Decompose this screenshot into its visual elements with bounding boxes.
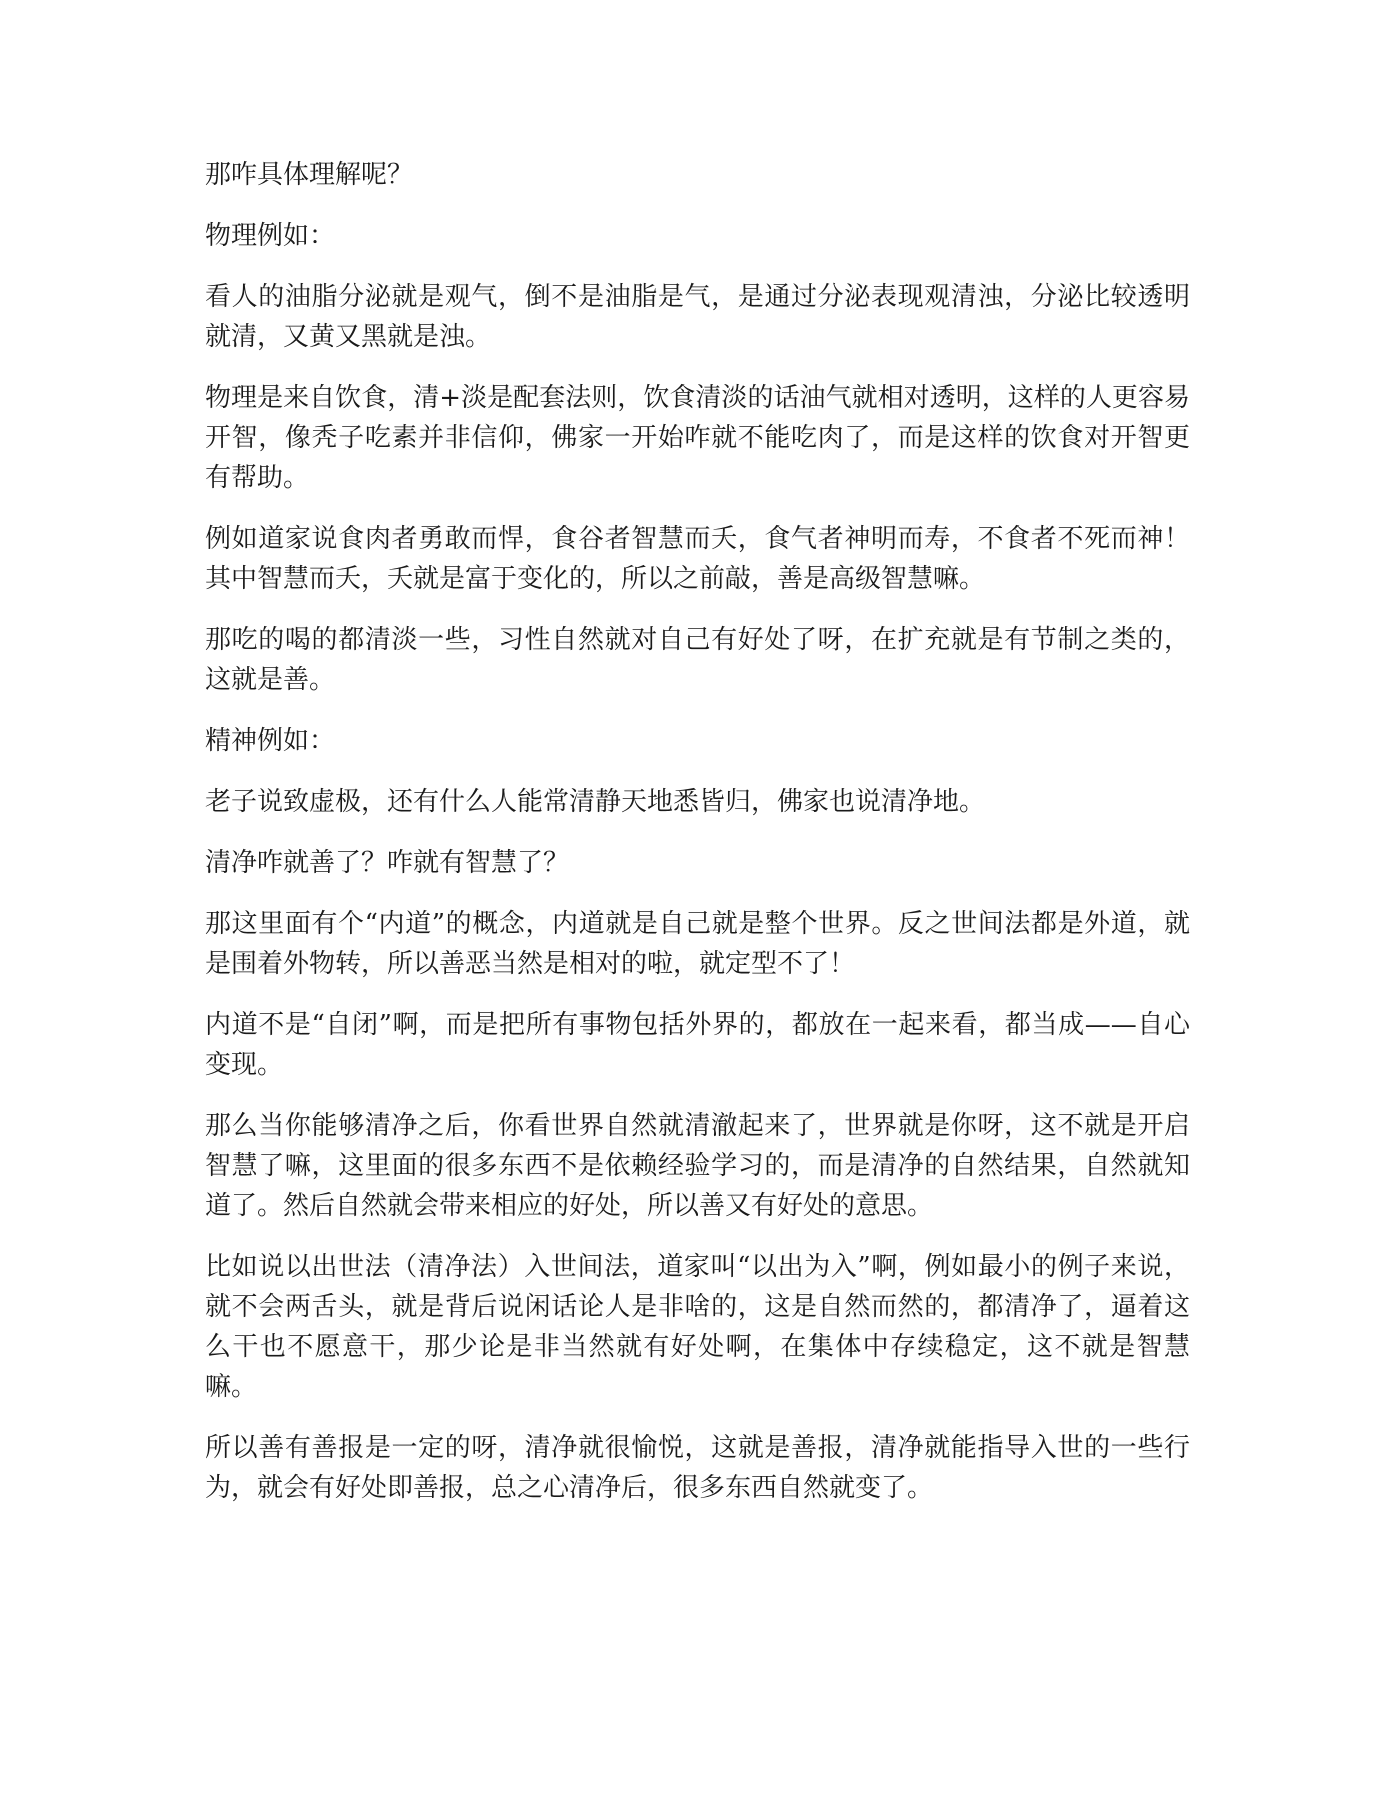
paragraph-14: 所以善有善报是一定的呀，清净就很愉悦，这就是善报，清净就能指导入世的一些行为，就会有好处即善报，总之心清净后，很多东西自然就变了。 — [205, 1433, 1190, 1503]
paragraph-8: 老子说致虚极，还有什么人能常清静天地悉皆归，佛家也说清净地。 — [205, 787, 986, 817]
paragraph-1: 那咋具体理解呢？ — [205, 160, 414, 190]
paragraph-5: 例如道家说食肉者勇敢而悍，食谷者智慧而夭，食气者神明而寿，不食者不死而神！其中智慧而夭，夭就是富于变化的，所以之前敲，善是高级智慧嘛。 — [205, 524, 1190, 594]
paragraph-6: 那吃的喝的都清淡一些，习性自然就对自己有好处了呀，在扩充就是有节制之类的，这就是善。 — [205, 625, 1190, 695]
paragraph-10: 那这里面有个“内道”的概念，内道就是自己就是整个世界。反之世间法都是外道，就是围着外物转，所以善恶当然是相对的啦，就定型不了！ — [205, 909, 1190, 979]
paragraph-11: 内道不是“自闭”啊，而是把所有事物包括外界的，都放在一起来看，都当成——自心变现。 — [205, 1010, 1190, 1080]
paragraph-3: 看人的油脂分泌就是观气，倒不是油脂是气，是通过分泌表现观清浊，分泌比较透明就清，又黄又黑就是浊。 — [205, 282, 1190, 352]
paragraph-7: 精神例如： — [205, 726, 336, 756]
document-page — [205, 155, 1190, 1529]
paragraph-12: 那么当你能够清净之后，你看世界自然就清澈起来了，世界就是你呀，这不就是开启智慧了嘛，这里面的很多东西不是依赖经验学习的，而是清净的自然结果，自然就知道了。然后自然就会带来相应的好处，所以善又有好处的意思。 — [205, 1111, 1190, 1221]
paragraph-4: 物理是来自饮食，清+淡是配套法则，饮食清淡的话油气就相对透明，这样的人更容易开智，像秃子吃素并非信仰，佛家一开始咋就不能吃肉了，而是这样的饮食对开智更有帮助。 — [205, 383, 1190, 493]
paragraph-13: 比如说以出世法（清净法）入世间法，道家叫“以出为入”啊，例如最小的例子来说，就不会两舌头，就是背后说闲话论人是非啥的，这是自然而然的，都清净了，逼着这么干也不愿意干，那少论是非当然就有好处啊，在集体中存续稳定，这不就是智慧嘛。 — [205, 1252, 1190, 1402]
paragraph-2: 物理例如： — [205, 221, 336, 251]
paragraph-9: 清净咋就善了？咋就有智慧了？ — [205, 848, 570, 878]
